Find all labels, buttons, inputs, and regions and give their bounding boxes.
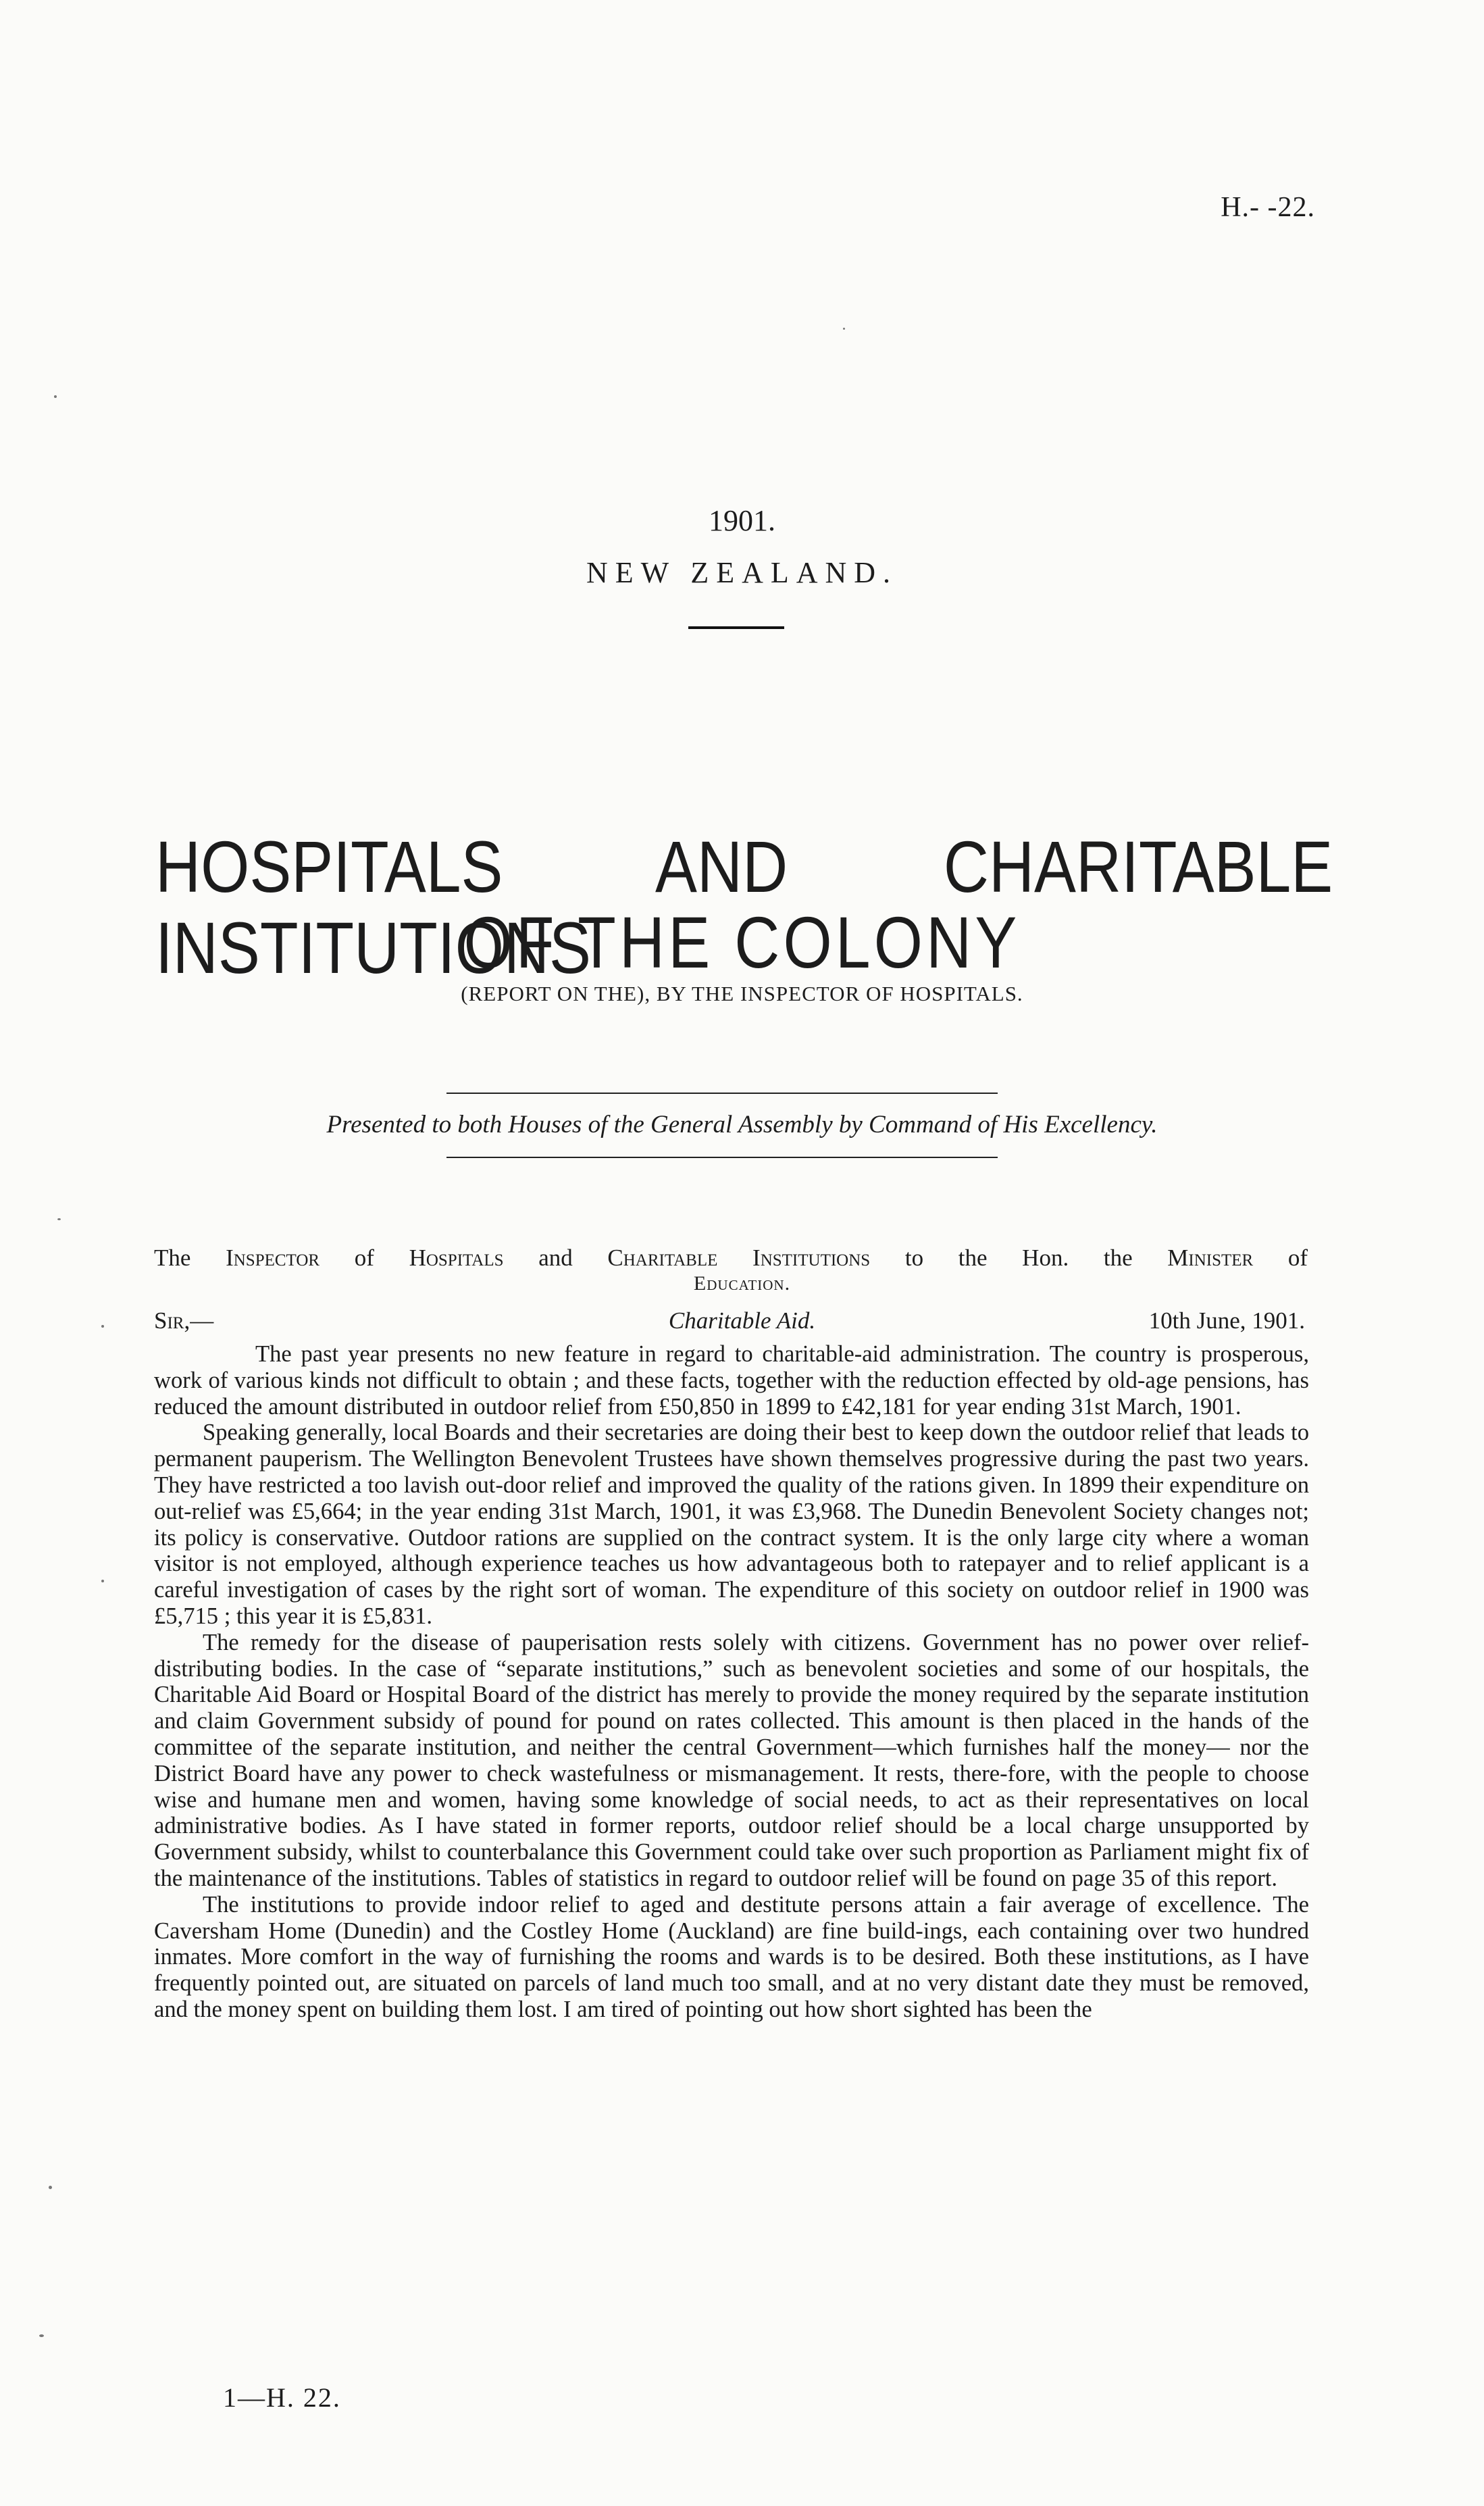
divider [446,1093,998,1094]
divider [446,1157,998,1158]
addressee-line: The Inspector of Hospitals and Charitable Institutions to the Hon. the Minister of [154,1245,1308,1271]
divider [688,626,784,629]
scan-speck [39,2334,44,2337]
paragraph: The institutions to provide indoor relief to aged and destitute persons attain a fair average of excellence. The Caversham Home (Dunedin) and the Costley Home (Auckland) are fine build-ings, each containing over two hundred inmates. More comfort in the way of furnishing the rooms and wards is to be desired. Both these institutions, as I have frequently pointed out, are situated on parcels of land much too small, and at no very distant date they must be removed, and the money spent on building them lost. I am tired of pointing out how short sighted has been the [154,1891,1309,2022]
scan-speck [101,1325,104,1328]
addressee-education: Education. [693,1272,791,1295]
section-heading: Charitable Aid. [668,1307,816,1334]
subtitle: (REPORT ON THE), BY THE INSPECTOR OF HOSPITALS. [461,982,1023,1005]
presented-line: Presented to both Houses of the General Assembly by Command of His Excellency. [326,1111,1158,1138]
title-line-1: HOSPITALS AND CHARITABLE INSTITUTIONS [155,826,1333,988]
salutation: Sir,— [154,1307,214,1334]
scan-speck [49,2186,52,2189]
letter-body [154,1341,1309,2023]
paragraph: The remedy for the disease of pauperisation rests solely with citizens. Government has no power over relief-distributing bodies. In the case of “separate institutions,” such as benevolent societies and some of our hospitals, the Charitable Aid Board or Hospital Board of the district has merely to provide the money required by the separate institution and claim Government subsidy of pound for pound on rates collected. This amount is then placed in the hands of the committee of the separate institution, and neither the central Government—which furnishes half the money— nor the District Board have any power to check wastefulness or mismanagement. It rests, there-fore, with the people to choose wise and humane men and women, having some knowledge of social needs, to act as their representatives on local administrative bodies. As I have stated in former reports, outdoor relief should be a local charge unsupported by Government subsidy, whilst to counterbalance this Government could take over such proportion as Parliament might fix of the maintenance of the institutions. Tables of statistics in regard to outdoor relief will be found on page 35 of this report. [154,1629,1309,1891]
title-line-2: OF THE COLONY [463,901,1021,983]
scan-speck [54,395,57,398]
paragraph: The past year presents no new feature in regard to charitable-aid administration. The country is prosperous, work of various kinds not difficult to obtain ; and these facts, together with the reduction effected by old-age pensions, has reduced the amount distributed in outdoor relief from £50,850 in 1899 to £42,181 for year ending 31st March, 1901. [154,1341,1309,1420]
country-heading: NEW ZEALAND. [586,556,898,589]
scan-speck [57,1218,61,1220]
paragraph: Speaking generally, local Boards and their secretaries are doing their best to keep down the outdoor relief that leads to permanent pauperism. The Wellington Benevolent Trustees have shown themselves progressive during the past two years. They have restricted a too lavish out-door relief and improved the quality of the rations given. In 1899 their expenditure on out-relief was £5,664; in the year ending 31st March, 1901, it was £3,968. The Dunedin Benevolent Society changes not; its policy is conservative. Outdoor rations are supplied on the contract system. It is the only large city where a woman visitor is not employed, although experience teaches us how advantageous both to ratepayer and to relief applicant is a careful investigation of cases by the right sort of woman. The expenditure of this society on outdoor relief in 1900 was £5,715 ; this year it is £5,831. [154,1420,1309,1629]
letter-date: 10th June, 1901. [1148,1307,1305,1334]
page-signature: 1—H. 22. [223,2382,341,2413]
report-year: 1901. [709,504,775,537]
scan-speck [101,1580,104,1582]
scan-speck [843,328,845,330]
document-reference: H.- -22. [1221,192,1315,223]
